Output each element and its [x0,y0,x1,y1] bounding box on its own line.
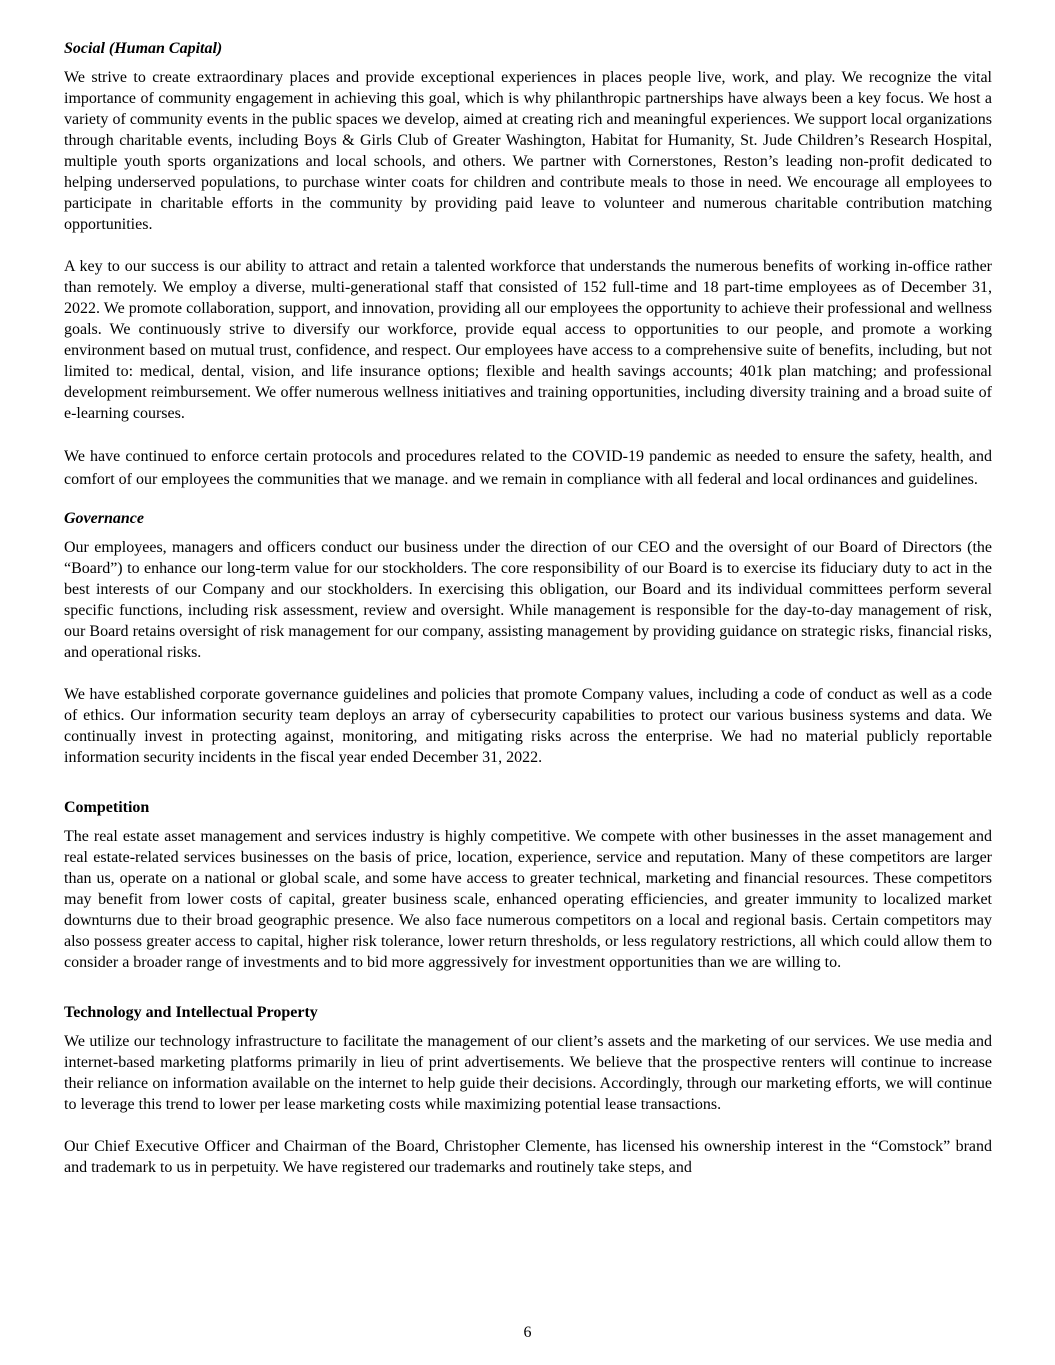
section-heading-technology: Technology and Intellectual Property [64,1004,318,1021]
paragraph-governance-oversight: Our employees, managers and officers conduct our business under the direction of our CEO and the oversight of our Board of Directors (the “Board”) to enhance our long-term value for our stockholders. The core responsibility of our Board is to exercise its fiduciary duty to act in the best interests of our Company and our stockholders. In exercising this obligation, our Board and its individual committees perform several specific functions, including risk assessment, review and oversight. While management is responsible for the day-to-day management of risk, our Board retains oversight of risk management for our company, assisting management by providing guidance on strategic risks, financial risks, and operational risks. [64,539,992,661]
paragraph-social-community: We strive to create extraordinary places and provide exceptional experiences in places people live, work, and play. We recognize the vital importance of community engagement in achieving this goal, which is why philanthropic partnerships have always been a key focus. We host a variety of community events in the public spaces we develop, aimed at creating rich and meaningful experiences. We support local organizations through charitable events, including Boys & Girls Club of Greater Washington, Habitat for Humanity, St. Jude Children’s Research Hospital, multiple youth sports organizations and local schools, and others. We partner with Cornerstones, Reston’s leading non-profit dedicated to helping underserved populations, to purchase winter coats for children and contribute meals to those in need. We encourage all employees to participate in charitable efforts in the community by providing paid leave to volunteer and numerous charitable contribution matching opportunities. [64,69,992,233]
document-page [64,38,992,1199]
paragraph-competition: The real estate asset management and services industry is highly competitive. We compete with other businesses in the asset management and real estate-related services businesses on the basis of price, location, experience, service and reputation. Many of these competitors are larger than us, operate on a national or global scale, and some have access to greater technical, marketing and financial resources. These competitors may benefit from lower costs of capital, greater business scale, enhanced operating efficiencies, and greater immunity to localized market downturns due to their broad geographic presence. We also face numerous competitors on a local and regional basis. Certain competitors may also possess greater access to capital, higher risk tolerance, lower return thresholds, or less regulatory restrictions, all which could allow them to consider a broader range of investments and to bid more aggressively for investment opportunities than we are willing to. [64,828,992,971]
paragraph-technology-trademark: Our Chief Executive Officer and Chairman of the Board, Christopher Clemente, has licensed his ownership interest in the “Comstock” brand and trademark to us in perpetuity. We have registered our trademarks and routinely take steps, and [64,1138,992,1176]
paragraph-technology-marketing: We utilize our technology infrastructure to facilitate the management of our client’s assets and the marketing of our services. We use media and internet-based marketing platforms primarily in lieu of print advertisements. We believe that the prospective renters will continue to increase their reliance on information available on the internet to help guide their decisions. Accordingly, through our marketing efforts, we will continue to leverage this trend to lower per lease marketing costs while maximizing potential lease transactions. [64,1033,992,1113]
section-heading-governance: Governance [64,510,144,527]
paragraph-social-covid: We have continued to enforce certain protocols and procedures related to the COVID-19 pandemic as needed to ensure the safety, health, and comfort of our employees the communities that we manage. and we remain in compliance with all federal and local ordinances and guidelines. [64,448,992,488]
section-heading-social: Social (Human Capital) [64,40,223,57]
paragraph-governance-policies: We have established corporate governance guidelines and policies that promote Company values, including a code of conduct as well as a code of ethics. Our information security team deploys an array of cybersecurity capabilities to protect our various business systems and data. We continually invest in protecting against, monitoring, and mitigating risks across the enterprise. We had no material publicly reportable information security incidents in the fiscal year ended December 31, 2022. [64,686,992,766]
paragraph-social-workforce: A key to our success is our ability to attract and retain a talented workforce that understands the numerous benefits of working in-office rather than remotely. We employ a diverse, multi-generational staff that consisted of 152 full-time and 18 part-time employees as of December 31, 2022. We promote collaboration, support, and innovation, providing all our employees the opportunity to achieve their professional and wellness goals. We continuously strive to diversify our workforce, provide equal access to opportunities to our people, and promote a working environment based on mutual trust, confidence, and respect. Our employees have access to a comprehensive suite of benefits, including, but not limited to: medical, dental, vision, and life insurance options; flexible and health savings accounts; 401k plan matching; and professional development reimbursement. We offer numerous wellness initiatives and training opportunities, including diversity training and a broad suite of e-learning courses. [64,258,992,422]
page-number: 6 [523,1324,532,1341]
section-heading-competition: Competition [64,799,150,816]
